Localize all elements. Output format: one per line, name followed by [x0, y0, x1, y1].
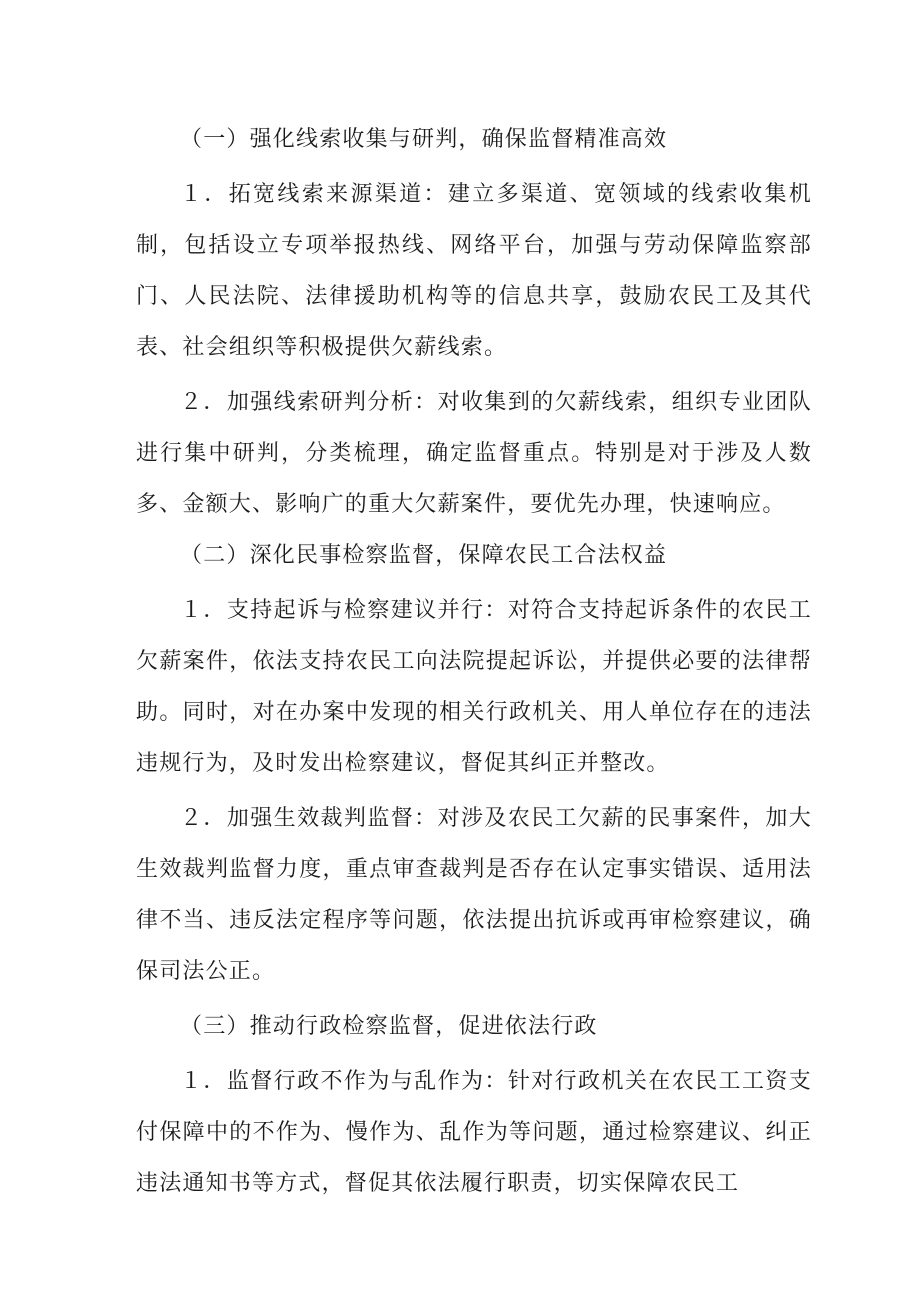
section-1-heading: （一）强化线索收集与研判，确保监督精准高效: [180, 127, 668, 152]
section-2-heading: （二）深化民事检察监督，保障农民工合法权益: [180, 543, 668, 568]
section-1-paragraph-2: ２．加强线索研判分析：对收集到的欠薪线索，组织专业团队进行集中研判，分类梳理，确定监督重点。特别是对于涉及人数多、金额大、影响广的重大欠薪案件，要优先办理，快速响应。: [136, 390, 812, 517]
section-1-paragraph-1: １．拓宽线索来源渠道：建立多渠道、宽领域的线索收集机制，包括设立专项举报热线、网络平台，加强与劳动保障监察部门、人民法院、法律援助机构等的信息共享，鼓励农民工及其代表、社会组织等积极提供欠薪线索。: [136, 182, 812, 360]
section-2-paragraph-2: ２．加强生效裁判监督：对涉及农民工欠薪的民事案件，加大生效裁判监督力度，重点审查裁判是否存在认定事实错误、适用法律不当、违反法定程序等问题，依法提出抗诉或再审检察建议，确保司法公正。: [136, 806, 812, 984]
section-3-heading: （三）推动行政检察监督，促进依法行政: [180, 1014, 598, 1039]
section-3-paragraph-1: １．监督行政不作为与乱作为：针对行政机关在农民工工资支付保障中的不作为、慢作为、乱作为等问题，通过检察建议、纠正违法通知书等方式，督促其依法履行职责，切实保障农民工: [136, 1069, 812, 1196]
section-2-paragraph-1: １．支持起诉与检察建议并行：对符合支持起诉条件的农民工欠薪案件，依法支持农民工向法院提起诉讼，并提供必要的法律帮助。同时，对在办案中发现的相关行政机关、用人单位存在的违法违规行为，及时发出检察建议，督促其纠正并整改。: [136, 598, 812, 776]
